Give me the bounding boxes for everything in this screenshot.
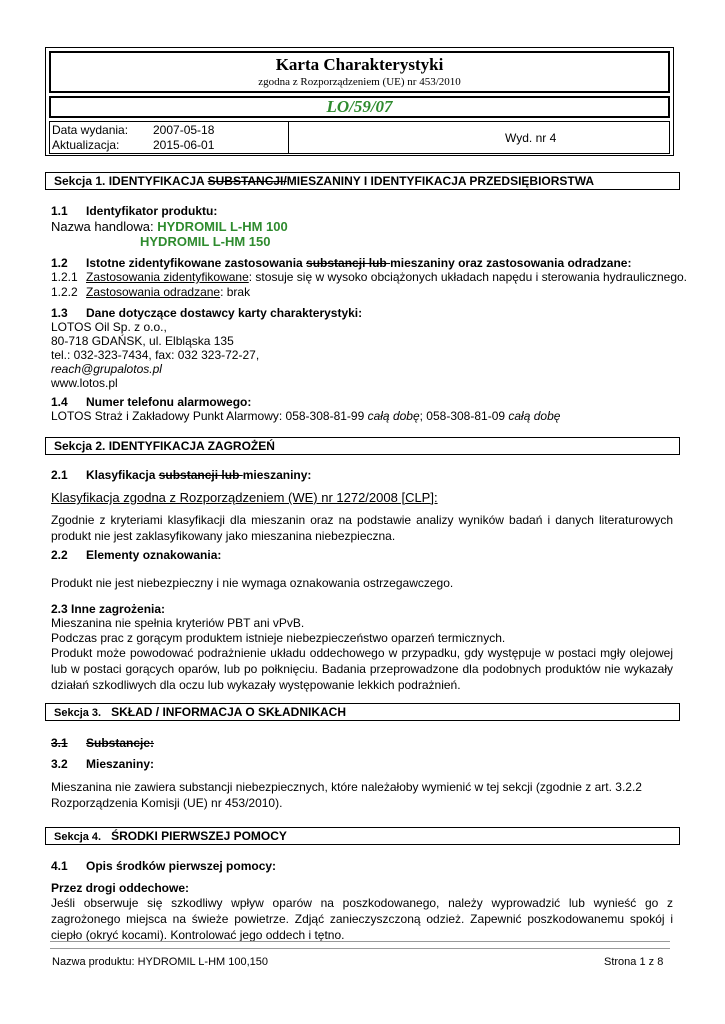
- supplier-company: LOTOS Oil Sp. z o.o.,: [51, 320, 167, 334]
- item-1-2-title: [86, 256, 631, 270]
- item-1-2-number: 1.2: [51, 256, 68, 270]
- inhalation-text: Jeśli obserwuje się szkodliwy wpływ oparów na poszkodowanego, należy wyprowadzić lub wynieść go z zagrożonego miejsca na świeże powietrze. Zdjąć zanieczyszczoną odzież. Zapewnić poszkodowanemu spokój i ciepło (okryć kocami). Kontrolować jego oddech i tętno.: [51, 896, 673, 942]
- item-1-2-1-number: 1.2.1: [51, 270, 78, 284]
- section-1-heading-text: Sekcja 1. IDENTYFIKACJA: [54, 174, 208, 188]
- item-1-1-title: Identyfikator produktu:: [86, 204, 218, 218]
- emergency-phone: [51, 409, 560, 423]
- item-3-2-title: Mieszaniny:: [86, 757, 155, 771]
- trade-name-label: Nazwa handlowa:: [51, 219, 158, 234]
- section-4-number: Sekcja 4.: [54, 831, 102, 843]
- trade-name-row: [51, 219, 288, 234]
- section-4-title: ŚRODKI PIERWSZEJ POMOCY: [111, 829, 287, 843]
- other-hazards-pbt: Mieszanina nie spełnia kryteriów PBT ani vPvB.: [51, 616, 305, 630]
- labelling-text: Produkt nie jest niebezpieczny i nie wymaga oznakowania ostrzegawczego.: [51, 576, 454, 590]
- supplier-email-link[interactable]: reach@grupalotos.pl: [51, 362, 162, 376]
- inhalation-title: Przez drogi oddechowe:: [51, 881, 190, 895]
- item-2-2-number: 2.2: [51, 548, 68, 562]
- item-1-1-number: 1.1: [51, 204, 68, 218]
- update-date: 2015-06-01: [153, 138, 215, 152]
- edition-number: Wyd. nr 4: [505, 131, 557, 145]
- item-1-4-title: Numer telefonu alarmowego:: [86, 395, 252, 409]
- section-1-heading-struck: SUBSTANCJI/: [207, 174, 287, 188]
- footer-rule: [50, 941, 670, 949]
- uses-advised-against-label: Zastosowania odradzane: [86, 285, 221, 299]
- supplier-website-link[interactable]: www.lotos.pl: [51, 376, 118, 390]
- item-1-2-2-number: 1.2.2: [51, 285, 78, 299]
- item-2-1-number: 2.1: [51, 468, 68, 482]
- item-1-2-title-a: Istotne zidentyfikowane zastosowania: [86, 256, 307, 270]
- footer-product-name: Nazwa produktu: HYDROMIL L-HM 100,150: [52, 956, 269, 968]
- mixtures-text: Mieszanina nie zawiera substancji niebezpiecznych, które należałoby wymienić w tej sekcji (zgodnie z art. 3.2.2 Rozporządzenia Komisji (UE) nr 453/2010).: [51, 780, 642, 810]
- product-name-2: HYDROMIL L-HM 150: [140, 234, 271, 249]
- section-4-heading: [45, 827, 680, 845]
- footer-page-number: Strona 1 z 8: [604, 956, 664, 968]
- item-4-1-number: 4.1: [51, 859, 68, 873]
- item-1-4-number: 1.4: [51, 395, 68, 409]
- section-3-number: Sekcja 3.: [54, 707, 102, 719]
- identified-uses-text: : stosuje się w wysoko obciążonych układach napędu i sterowania hydraulicznego.: [248, 270, 688, 284]
- item-1-2-title-b: mieszaniny oraz zastosowania odradzane:: [390, 256, 632, 270]
- section-1-heading-text-2: MIESZANINY I IDENTYFIKACJA PRZEDSIĘBIORSTWA: [286, 174, 595, 188]
- item-2-1-title-a: Klasyfikacja: [86, 468, 159, 482]
- item-2-1-title-b: mieszaniny:: [242, 468, 312, 482]
- uses-advised-against: [86, 285, 250, 299]
- item-4-1-title: Opis środków pierwszej pomocy:: [86, 859, 277, 873]
- document-title: Karta Charakterystyki: [275, 55, 444, 74]
- item-2-2-title: Elementy oznakowania:: [86, 548, 222, 562]
- supplier-address: 80-718 GDAŃSK, ul. Elbląska 135: [51, 334, 234, 348]
- emergency-phone-a: LOTOS Straż i Zakładowy Punkt Alarmowy: 058-308-81-99: [51, 409, 368, 423]
- item-3-2-number: 3.2: [51, 757, 68, 771]
- uses-advised-against-text: : brak: [220, 285, 251, 299]
- item-2-1-title-struck: substancji lub: [158, 468, 243, 482]
- issue-date: 2007-05-18: [153, 123, 215, 137]
- emergency-phone-hours-2: całą dobę: [508, 409, 561, 423]
- identified-uses-label: Zastosowania zidentyfikowane: [86, 270, 249, 284]
- section-3-heading: [45, 703, 680, 721]
- other-hazards-irritation: Produkt może powodować podrażnienie układu oddechowego w przypadku, gdy występuje w postaci mgły olejowej lub w postaci gorących oparów, lub po połknięciu. Badania przeprowadzone dla podobnych produktów nie wykazały działań szkodliwych dla oczu lub wykazały występowanie lekkich podrażnień.: [51, 646, 673, 692]
- identified-uses: [86, 270, 687, 284]
- item-1-3-number: 1.3: [51, 306, 68, 320]
- item-3-1-number: 3.1: [51, 736, 68, 750]
- clp-classification-heading: Klasyfikacja zgodna z Rozporządzeniem (WE) nr 1272/2008 [CLP]:: [51, 490, 438, 505]
- item-3-1-title: Substancje:: [86, 736, 155, 750]
- item-1-3-title: Dane dotyczące dostawcy karty charakterystyki:: [86, 306, 363, 320]
- item-1-2-title-struck: substancji lub: [306, 256, 391, 270]
- emergency-phone-b: ; 058-308-81-09: [419, 409, 509, 423]
- clp-classification-text: Zgodnie z kryteriami klasyfikacji dla mieszanin oraz na podstawie analizy wyników badań i danych literaturowych produkt nie jest zaklasyfikowany jako mieszanina niebezpieczna.: [51, 513, 673, 543]
- issue-label: Data wydania:: [52, 123, 129, 137]
- document-code: LO/59/07: [49, 96, 670, 118]
- other-hazards-thermal: Podczas prac z gorącym produktem istnieje niebezpieczeństwo oparzeń termicznych.: [51, 631, 506, 645]
- update-label: Aktualizacja:: [52, 138, 120, 152]
- supplier-phone: tel.: 032-323-7434, fax: 032 323-72-27,: [51, 348, 260, 362]
- product-name-1: HYDROMIL L-HM 100: [157, 219, 288, 234]
- dates-divider: [288, 122, 289, 153]
- document-subtitle: zgodna z Rozporządzeniem (UE) nr 453/2010: [258, 76, 461, 88]
- item-2-1-title: [86, 468, 311, 482]
- section-1-heading: [45, 172, 680, 190]
- section-2-heading: Sekcja 2. IDENTYFIKACJA ZAGROŻEŃ: [45, 437, 680, 455]
- section-3-title: SKŁAD / INFORMACJA O SKŁADNIKACH: [111, 705, 346, 719]
- item-2-3-title: 2.3 Inne zagrożenia:: [51, 602, 166, 616]
- dates-row: [49, 121, 670, 154]
- emergency-phone-hours-1: całą dobę: [367, 409, 420, 423]
- document-title-box: [49, 51, 670, 93]
